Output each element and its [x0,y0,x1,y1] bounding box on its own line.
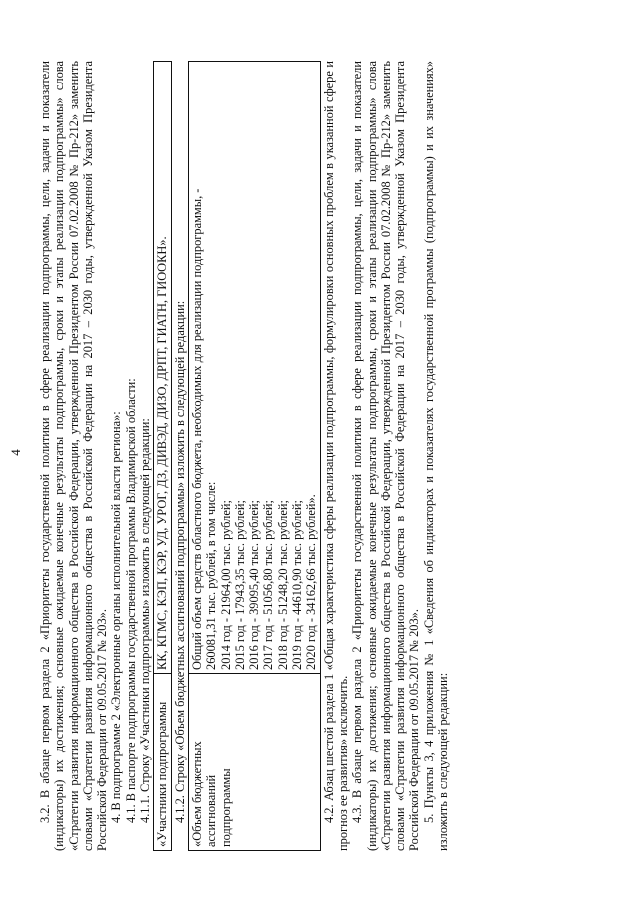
budget-label-line: подпрограммы [218,768,233,847]
paragraph-5: 5. Пункты 3, 4 приложения № 1 «Сведения об индикаторах и показателях государственной программы (подпрограммы) и их значениях» изложить в следующей редакции: [421,61,451,851]
paragraph-4-1-2: 4.1.2. Строку «Объем бюджетных ассигнований подпрограммы» изложить в следующей редакции: [172,300,187,823]
budget-line: 2017 год - 51056,80 тыс. рублей; [261,500,276,670]
participants-label-cell: «Участники подпрограммы [154,674,171,851]
paragraph-4-3: 4.3. В абзаце первом раздела 2 «Приоритеты государственной политики в сфере реализации подпрограммы, цели, задачи и показатели (индикаторы) их достижения; основные ожидаемые конечные результаты подпрограммы, сроки и этапы реализации подпрограммы» слова «Стратегии развития информационного общества в Российской Федерации, утвержденной Президентом России 07.02.2008 № Пр-212» заменить словами «Стратегии развития информационного общества в Российской Федерации на 2017 – 2030 годы, утвержденной Указом Президента Российской Федерации от 09.05.2017 № 203». [350,61,422,851]
budget-label-line: ассигнований [204,774,219,847]
table-row [154,62,171,851]
budget-line: Общий объем средств областного бюджета, необходимых для реализации подпрограммы, - [189,188,204,670]
budget-label-cell [188,674,320,851]
table-row [188,62,320,851]
budget-line: 2014 год - 21964,00 тыс. рублей; [218,500,233,670]
budget-line: 2016 год - 39095,40 тыс. рублей; [247,500,262,670]
participants-value-cell: КК, КГМС, КЭП, КЭР, УД, УРОГ, ДЗ, ДИВЭД, ДИЗО, ДРПТ, ГИАТН, ГИООКН». [154,62,171,674]
paragraph-3-2: 3.2. В абзаце первом раздела 2 «Приоритеты государственной политики в сфере реализации подпрограммы, цели, задачи и показатели (индикаторы) их достижения; основные ожидаемые конечные результаты подпрограммы, сроки и этапы реализации подпрограммы» слова «Стратегии развития информационного общества в Российской Федерации, утвержденной Президентом России 07.02.2008 № Пр-212» заменить словами «Стратегии развития информационного общества в Российской Федерации на 2017 – 2030 годы, утвержденной Указом Президента Российской Федерации от 09.05.2017 № 203». [38,61,110,851]
budget-line: 260081,31 тыс. рублей, в том числе: [204,481,219,670]
paragraph-4: 4. В подпрограмме 2 «Электронные органы исполнительной власти региона»: [109,411,124,823]
budget-line: 2019 год - 44610,90 тыс. рублей; [290,500,305,670]
budget-line: 2020 год - 34162,66 тыс. рублей». [304,494,319,670]
budget-line: 2018 год - 51248,20 тыс. рублей; [275,500,290,670]
paragraph-4-1: 4.1. В паспорте подпрограммы государственной программы Владимирской области: [123,378,138,823]
budget-value-cell [188,62,320,674]
participants-table [153,61,171,851]
paragraph-4-2: 4.2. Абзац шестой раздела 1 «Общая характеристика сферы реализации подпрограммы, формулировки основных проблем в указанной сфере и прогноз ее развития» исключить. [321,61,350,851]
budget-table [188,61,321,851]
document-body [38,61,450,851]
page-number: 4 [8,449,23,456]
budget-label-line: «Объем бюджетных [189,741,204,847]
paragraph-4-1-1: 4.1.1. Строку «Участники подпрограммы» изложить в следующей редакции: [138,418,153,823]
budget-line: 2015 год - 17943,35 тыс. рублей; [232,500,247,670]
